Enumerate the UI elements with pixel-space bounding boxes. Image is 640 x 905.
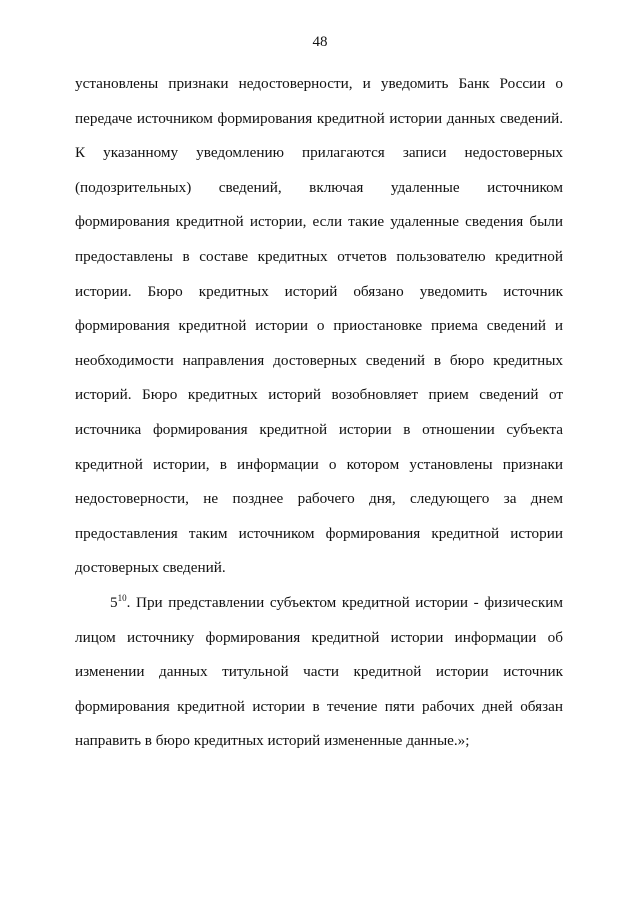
paragraph-2-first-line bbox=[75, 593, 563, 628]
document-body bbox=[75, 74, 563, 766]
text-line: К указанному уведомлению прилагаются записи недостоверных bbox=[75, 144, 563, 162]
text-line: необходимости направления достоверных сведений в бюро кредитных bbox=[75, 351, 563, 369]
page-number: 48 bbox=[312, 34, 328, 50]
text-line: источника формирования кредитной истории в отношении субъекта bbox=[75, 420, 563, 438]
text-line: предоставления таким источником формирования кредитной истории bbox=[75, 524, 563, 542]
text-line: лицом источнику формирования кредитной истории информации об bbox=[75, 628, 563, 646]
paragraph-1 bbox=[75, 74, 563, 593]
first-line-text: . При представлении субъектом кредитной истории - физическим bbox=[126, 593, 563, 611]
text-line: передаче источником формирования кредитной истории данных сведений. bbox=[75, 109, 563, 127]
text-line: формирования кредитной истории, если такие удаленные сведения были bbox=[75, 213, 563, 231]
section-number: 5 bbox=[110, 593, 118, 611]
text-line: истории. Бюро кредитных историй обязано уведомить источник bbox=[75, 282, 563, 300]
text-line: формирования кредитной истории о приостановке приема сведений и bbox=[75, 317, 563, 335]
text-line: изменении данных титульной части кредитной истории источник bbox=[75, 663, 563, 681]
text-line: установлены признаки недостоверности, и уведомить Банк России о bbox=[75, 75, 563, 92]
text-line: достоверных сведений. bbox=[75, 559, 226, 577]
text-line: направить в бюро кредитных историй измененные данные.»; bbox=[75, 732, 470, 750]
text-line: недостоверности, не позднее рабочего дня, следующего за днем bbox=[75, 490, 563, 508]
text-line: кредитной истории, в информации о котором установлены признаки bbox=[75, 455, 563, 473]
text-line: формирования кредитной истории в течение пяти рабочих дней обязан bbox=[75, 697, 563, 715]
paragraph-2 bbox=[75, 593, 563, 766]
text-line: историй. Бюро кредитных историй возобновляет прием сведений от bbox=[75, 386, 563, 404]
text-line: (подозрительных) сведений, включая удаленные источником bbox=[75, 178, 563, 196]
text-line: предоставлены в составе кредитных отчетов пользователю кредитной bbox=[75, 247, 563, 265]
section-number-superscript: 10 bbox=[117, 592, 127, 603]
